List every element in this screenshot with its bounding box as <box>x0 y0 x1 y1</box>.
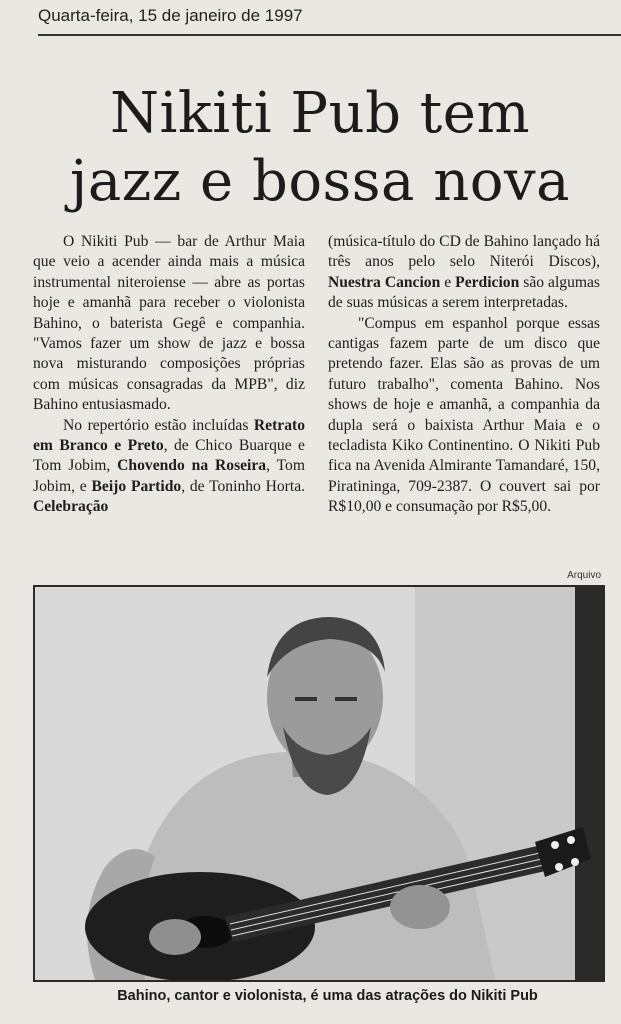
song-title: Retrato em Branco e Preto <box>33 416 305 455</box>
text-span: No repertório estão incluídas <box>63 416 254 434</box>
article-paragraph-1: O Nikiti Pub — bar de Arthur Maia que veio a acender ainda mais a música instrumental niteroiense — abre as portas hoje e amanhã para receber o violonista Bahino, o baterista Gegê e companhia. "Vamos fazer um show de jazz e bossa nova misturando composições próprias com músicas consagradas da MPB", diz Bahino entusiasmado. <box>33 233 305 414</box>
song-title: Perdicion <box>455 273 520 291</box>
song-title: Chovendo na Roseira <box>117 457 267 475</box>
photo-caption: Bahino, cantor e violonista, é uma das atrações do Nikiti Pub <box>117 988 538 1004</box>
headline <box>30 80 610 216</box>
article-paragraph-3: "Compus em espanhol porque essas cantigas fazem parte de um disco que pretendo fazer. Elas são as provas de um futuro trabalho", comenta Bahino. Nos shows de hoje e amanhã, a companhia da dupla será o baixista Arthur Maia e o tecladista Kiko Continentino. O Nikiti Pub fica na Avenida Almirante Tamandaré, 150, Piratininga, 709-2387. O couvert sai por R$10,00 e consumação por R$5,00. <box>328 314 600 516</box>
article-paragraph-2b <box>328 232 600 314</box>
photo-credit: Arquivo <box>567 570 601 581</box>
text-span: , de Chico Buarque e Tom Jobim, <box>33 437 305 475</box>
text-span: (música-título do CD de Bahino lançado há três anos pelo selo Niterói Discos), <box>328 233 600 271</box>
song-title: Nuestra Cancion <box>328 273 441 291</box>
article-photo <box>33 585 605 982</box>
photo-illustration <box>35 587 603 980</box>
article-column-left <box>33 232 305 518</box>
headline-line-2: jazz e bossa nova <box>69 149 571 214</box>
article-paragraph-2a <box>33 416 305 518</box>
headline-line-1: Nikiti Pub tem <box>109 81 531 146</box>
song-title: Beijo Partido <box>91 477 182 495</box>
text-span: , de Toninho Horta. <box>181 477 306 495</box>
header-rule <box>38 34 621 36</box>
dateline: Quarta-feira, 15 de janeiro de 1997 <box>38 6 303 25</box>
song-title: Celebração <box>33 498 109 516</box>
text-span: e <box>440 273 456 291</box>
text-span: são algumas de suas músicas a serem interpretadas. <box>328 273 600 312</box>
text-span: , Tom Jobim, e <box>33 457 305 495</box>
article-column-right <box>328 232 600 518</box>
